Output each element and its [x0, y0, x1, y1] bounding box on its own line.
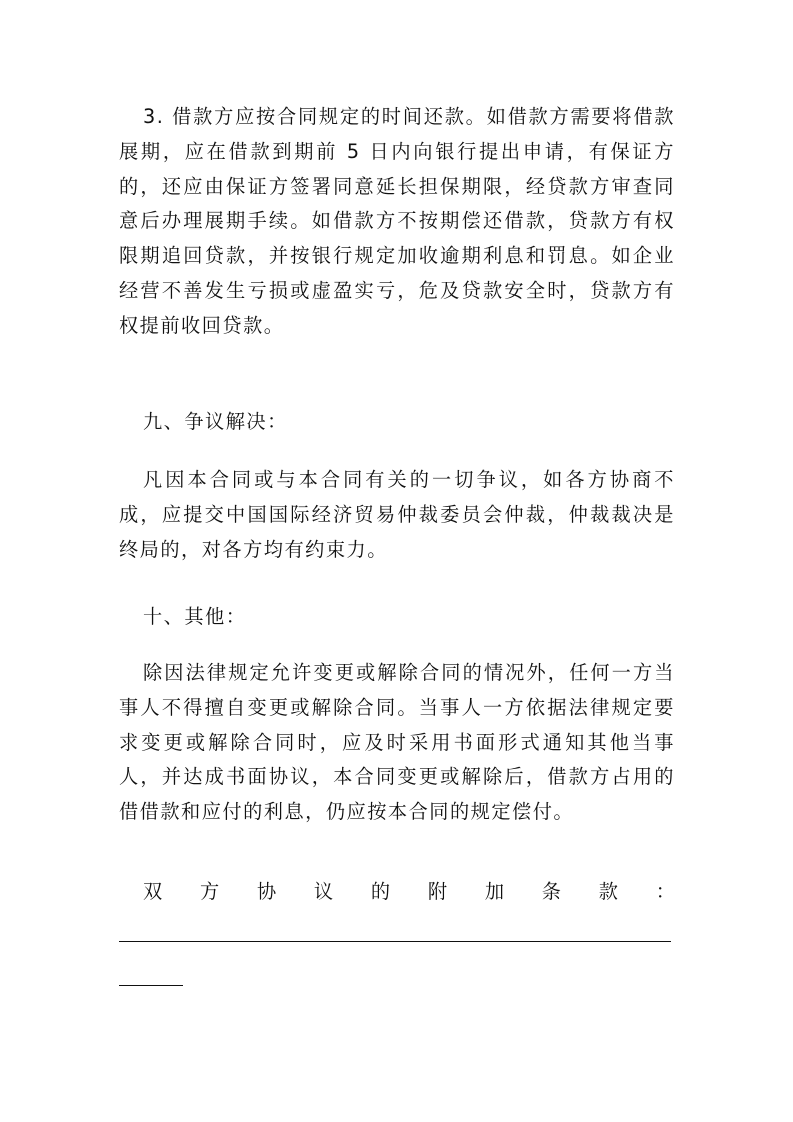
- section-10-heading: 十、其他：: [143, 605, 247, 628]
- addendum-label-char: 附: [427, 880, 448, 903]
- addendum-label: [119, 875, 675, 910]
- addendum-label-char: 款: [598, 880, 618, 903]
- addendum-label-char: 议: [313, 880, 334, 903]
- addendum-label-char: 双: [143, 880, 163, 903]
- section-10-paragraph: 除因法律规定允许变更或解除合同的情况外，任何一方当事人不得擅自变更或解除合同。当事人一方依据法律规定要求变更或解除合同时，应及时采用书面形式通知其他当事人，并达成书面协议，本合同变更或解除后，借款方占用的借借款和应付的利息，仍应按本合同的规定偿付。: [119, 661, 675, 824]
- addendum-label-char: 加: [484, 880, 504, 903]
- addendum-label-char: 协: [256, 880, 277, 903]
- section-9-paragraph: 凡因本合同或与本合同有关的一切争议，如各方协商不成，应提交中国国际经济贸易仲裁委员会仲裁，仲裁裁决是终局的，对各方均有约束力。: [119, 468, 675, 561]
- clause-3-paragraph: 3. 借款方应按合同规定的时间还款。如借款方需要将借款展期，应在借款到期前 5 日内向银行提出申请，有保证方的，还应由保证方签署同意延长担保期限，经贷款方审查同意后办理展期手续。如借款方不按期偿还借款，贷款方有权限期追回贷款，并按银行规定加收逾期利息和罚息。如企业经营不善发生亏损或虚盈实亏，危及贷款安全时，贷款方有权提前收回贷款。: [119, 105, 675, 337]
- addendum-label-char: 方: [199, 880, 220, 903]
- addendum-blank-line-continued: [119, 985, 183, 986]
- section-9-heading: 九、争议解决：: [143, 410, 288, 433]
- addendum-blank-line: [119, 941, 671, 942]
- addendum-label-char: 的: [370, 880, 391, 903]
- addendum-label-char: ：: [655, 880, 675, 903]
- addendum-label-char: 条: [541, 880, 561, 903]
- addendum-section: [119, 875, 675, 910]
